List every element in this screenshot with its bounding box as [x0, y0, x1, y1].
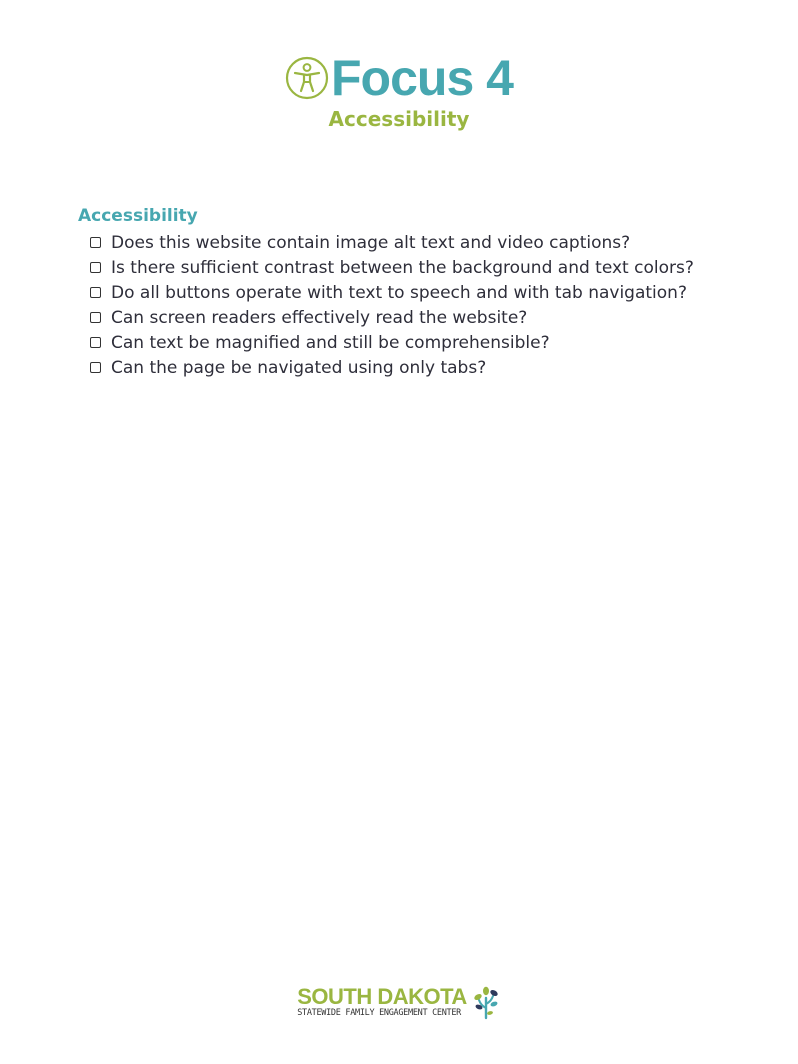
checklist-item [90, 355, 758, 380]
footer-org-subtitle: STATEWIDE FAMILY ENGAGEMENT CENTER [297, 1007, 461, 1018]
footer-org-name: SOUTH DAKOTA [297, 983, 467, 1009]
checklist-item-label: Does this website contain image alt text and video captions? [111, 232, 631, 253]
checklist-item-label: Can text be magnified and still be comprehensible? [111, 332, 550, 353]
checklist-item [90, 305, 758, 330]
accessibility-section [78, 204, 758, 380]
checklist-item [90, 230, 758, 255]
checklist-item-label: Can screen readers effectively read the website? [111, 307, 528, 328]
checkbox[interactable] [90, 287, 101, 298]
page-subtitle: Accessibility [328, 107, 470, 131]
page-footer [0, 984, 798, 1020]
checkbox[interactable] [90, 362, 101, 373]
section-heading: Accessibility [78, 206, 198, 226]
checklist-item-label: Do all buttons operate with text to speech and with tab navigation? [111, 282, 687, 303]
checklist-item [90, 280, 758, 305]
checklist [78, 230, 758, 380]
checklist-item-label: Can the page be navigated using only tabs? [111, 357, 487, 378]
tree-logo-icon [471, 984, 501, 1020]
title-row [285, 50, 513, 106]
accessibility-person-icon [285, 56, 329, 100]
checklist-item [90, 255, 758, 280]
checkbox[interactable] [90, 312, 101, 323]
footer-logo-lockup [297, 984, 501, 1020]
page-title: Focus 4 [331, 50, 513, 106]
checkbox[interactable] [90, 237, 101, 248]
page-header [0, 50, 798, 132]
checklist-item [90, 330, 758, 355]
checkbox[interactable] [90, 337, 101, 348]
checklist-item-label: Is there sufficient contrast between the background and text colors? [111, 257, 694, 278]
footer-text [297, 983, 467, 1019]
checkbox[interactable] [90, 262, 101, 273]
